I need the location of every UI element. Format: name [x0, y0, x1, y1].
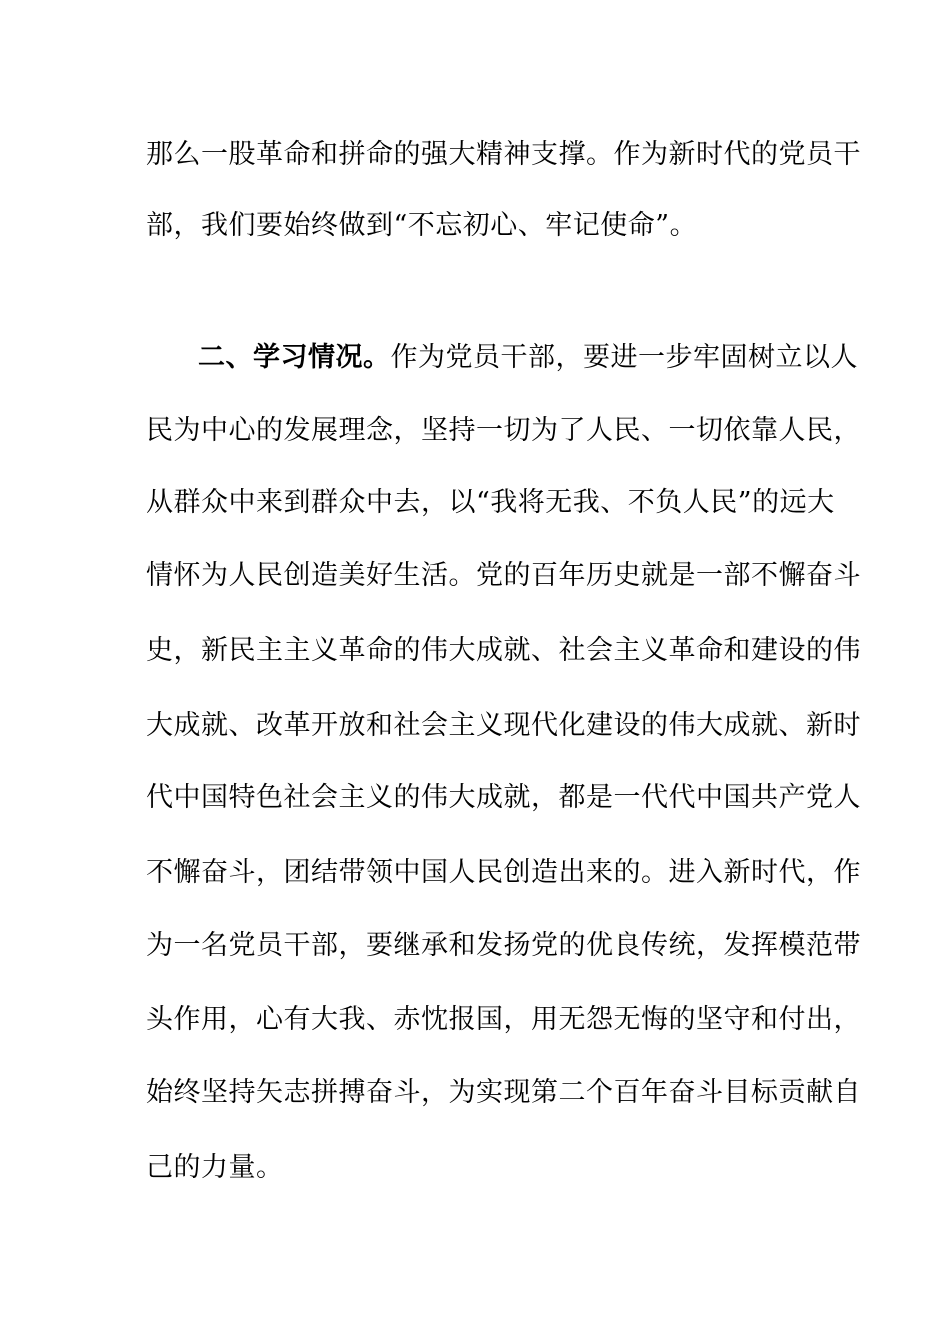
paragraph-2-line-3: 从群众中来到群众中去，以“我将无我、不负人民”的远大 — [146, 487, 835, 518]
paragraph-2-line-1-text: 作为党员干部，要进一步牢固树立以人 — [390, 342, 858, 373]
paragraph-2-line-6: 大成就、改革开放和社会主义现代化建设的伟大成就、新时 — [146, 710, 861, 741]
paragraph-2-line-8: 不懈奋斗，团结带领中国人民创造出来的。进入新时代，作 — [146, 857, 861, 888]
paragraph-1-line-2: 部，我们要始终做到“不忘初心、牢记使命”。 — [146, 210, 698, 241]
paragraph-2-line-5: 史，新民主主义革命的伟大成就、社会主义革命和建设的伟 — [146, 635, 861, 666]
paragraph-2-line-11: 始终坚持矢志拼搏奋斗，为实现第二个百年奋斗目标贡献自 — [146, 1077, 861, 1108]
paragraph-2-line-2: 民为中心的发展理念，坚持一切为了人民、一切依靠人民， — [146, 415, 861, 446]
paragraph-2-line-1 — [198, 338, 858, 378]
paragraph-2-line-4: 情怀为人民创造美好生活。党的百年历史就是一部不懈奋斗 — [146, 560, 861, 591]
paragraph-2-line-9: 为一名党员干部，要继承和发扬党的优良传统，发挥模范带 — [146, 930, 861, 961]
paragraph-2-line-10: 头作用，心有大我、赤忱报国，用无怨无悔的坚守和付出， — [146, 1004, 861, 1035]
section-heading: 二、学习情况。 — [198, 342, 391, 373]
paragraph-2-line-7: 代中国特色社会主义的伟大成就，都是一代代中国共产党人 — [146, 782, 861, 813]
paragraph-2-line-12: 己的力量。 — [146, 1152, 284, 1183]
paragraph-1-line-1: 那么一股革命和拼命的强大精神支撑。作为新时代的党员干 — [146, 139, 861, 170]
